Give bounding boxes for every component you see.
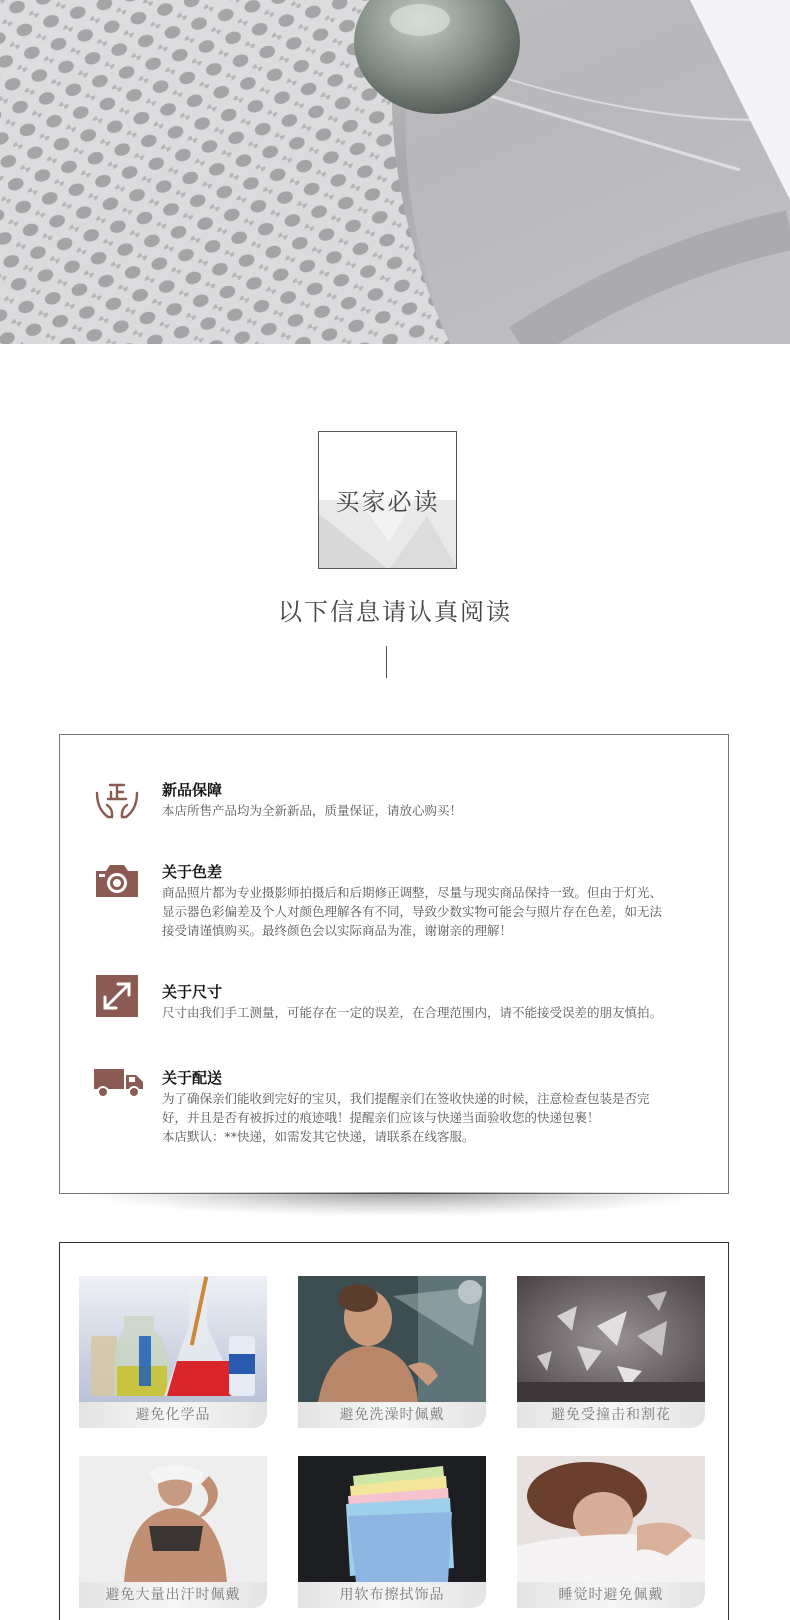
notice-title: 关于尺寸 [162, 983, 223, 1001]
care-caption: 避免化学品 [79, 1402, 267, 1428]
care-caption: 避免大量出汗时佩戴 [79, 1582, 267, 1608]
notice-line: 显示器色彩偏差及个人对颜色理解各有不同，导致少数实物可能会与照片存在色差，如无法 [162, 904, 663, 919]
care-card-cloth [298, 1456, 486, 1608]
sleep-photo [517, 1456, 705, 1582]
sweat-photo [79, 1456, 267, 1582]
cloth-photo [298, 1456, 486, 1582]
care-card-sweat [79, 1456, 267, 1608]
care-card-chemicals [79, 1276, 267, 1428]
notice-line: 商品照片都为专业摄影师拍摄后和后期修正调整，尽量与现实商品保持一致。但由于灯光、 [162, 885, 663, 900]
hands-zheng-icon [94, 779, 140, 819]
care-card-shatter [517, 1276, 705, 1428]
care-tips-gallery [59, 1242, 729, 1620]
delivery-truck-icon [94, 1067, 140, 1107]
notice-text [162, 801, 682, 820]
notice-title: 关于色差 [162, 863, 223, 881]
notice-text [162, 883, 682, 940]
panel-shadow [85, 1192, 705, 1216]
care-caption: 睡觉时避免佩戴 [517, 1582, 705, 1608]
divider-line [386, 646, 387, 678]
shower-photo [298, 1276, 486, 1402]
notice-text [162, 1003, 682, 1022]
notice-line: 为了确保亲们能收到完好的宝贝，我们提醒亲们在签收快递的时候，注意检查包装是否完 [162, 1091, 650, 1106]
care-caption: 用软布擦拭饰品 [298, 1582, 486, 1608]
hero-product-photo [0, 0, 790, 344]
care-card-sleep [517, 1456, 705, 1608]
page-headline: 以下信息请认真阅读 [278, 598, 512, 626]
notice-text [162, 1089, 682, 1146]
care-card-shower [298, 1276, 486, 1428]
buyer-notice-badge [318, 431, 457, 569]
shatter-photo [517, 1276, 705, 1402]
care-caption: 避免洗澡时佩戴 [298, 1402, 486, 1428]
notice-panel [59, 734, 729, 1194]
badge-title: 买家必读 [335, 488, 440, 516]
camera-icon [94, 863, 140, 903]
notice-title: 关于配送 [162, 1069, 223, 1087]
resize-arrow-icon [94, 975, 140, 1015]
notice-line: 本店所售产品均为全新新品，质量保证，请放心购买！ [162, 803, 463, 818]
notice-line: 接受请谨慎购买。最终颜色会以实际商品为准，谢谢亲的理解！ [162, 923, 513, 938]
notice-line: 本店默认：**快递，如需发其它快递，请联系在线客服。 [162, 1129, 475, 1144]
care-caption: 避免受撞击和割花 [517, 1402, 705, 1428]
notice-title: 新品保障 [162, 781, 223, 799]
notice-line: 尺寸由我们手工测量，可能存在一定的误差，在合理范围内，请不能接受误差的朋友慎拍。 [162, 1005, 663, 1020]
notice-line: 好，并且是否有被拆过的痕迹哦！提醒亲们应该与快递当面验收您的快递包裹！ [162, 1110, 600, 1125]
chemicals-photo [79, 1276, 267, 1402]
